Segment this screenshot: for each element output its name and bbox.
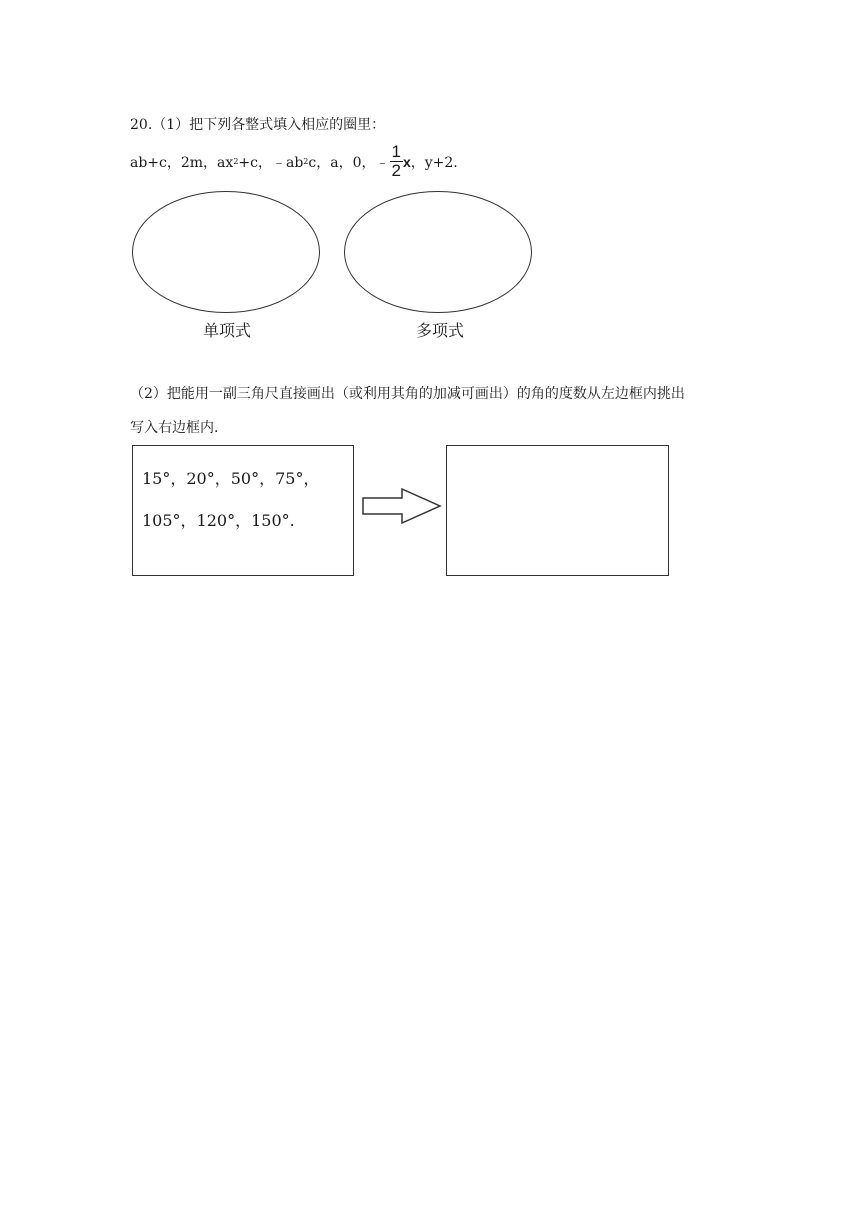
question-1-heading: 20.（1）把下列各整式填入相应的圈里： — [130, 117, 386, 133]
expression-list: ab+c，2m，ax 2 +c，﹣ab 2 c，a，0，﹣ $\frac{1}{2}$ x ，y+2. — [130, 142, 458, 180]
fraction-one-half — [390, 143, 403, 180]
right-arrow-icon — [360, 486, 444, 526]
question-2-line-2: 写入右边框内. — [130, 420, 219, 436]
polynomial-ellipse — [344, 191, 532, 313]
question-2-line-1: （2）把能用一副三角尺直接画出（或利用其角的加减可画出）的角的度数从左边框内挑出 — [130, 386, 685, 402]
monomial-ellipse — [132, 191, 320, 313]
expr-part-2: +c，﹣ab — [238, 154, 304, 171]
angles-source-box — [132, 445, 354, 576]
fraction-denominator: 2 — [391, 161, 401, 180]
answer-box[interactable] — [446, 445, 669, 576]
expr-part-3: c，a，0，﹣ — [308, 154, 390, 171]
angles-row-2: 105°，120°，150°. — [142, 511, 295, 530]
monomial-label: 单项式 — [203, 323, 252, 340]
angles-row-1: 15°，20°，50°，75°， — [142, 469, 320, 488]
polynomial-label: 多项式 — [416, 323, 465, 340]
expr-part-4: ，y+2. — [410, 154, 458, 171]
fraction-variable: x — [402, 153, 411, 170]
expr-part-1: ab+c，2m，ax — [130, 154, 234, 171]
fraction-numerator: 1 — [391, 142, 401, 161]
